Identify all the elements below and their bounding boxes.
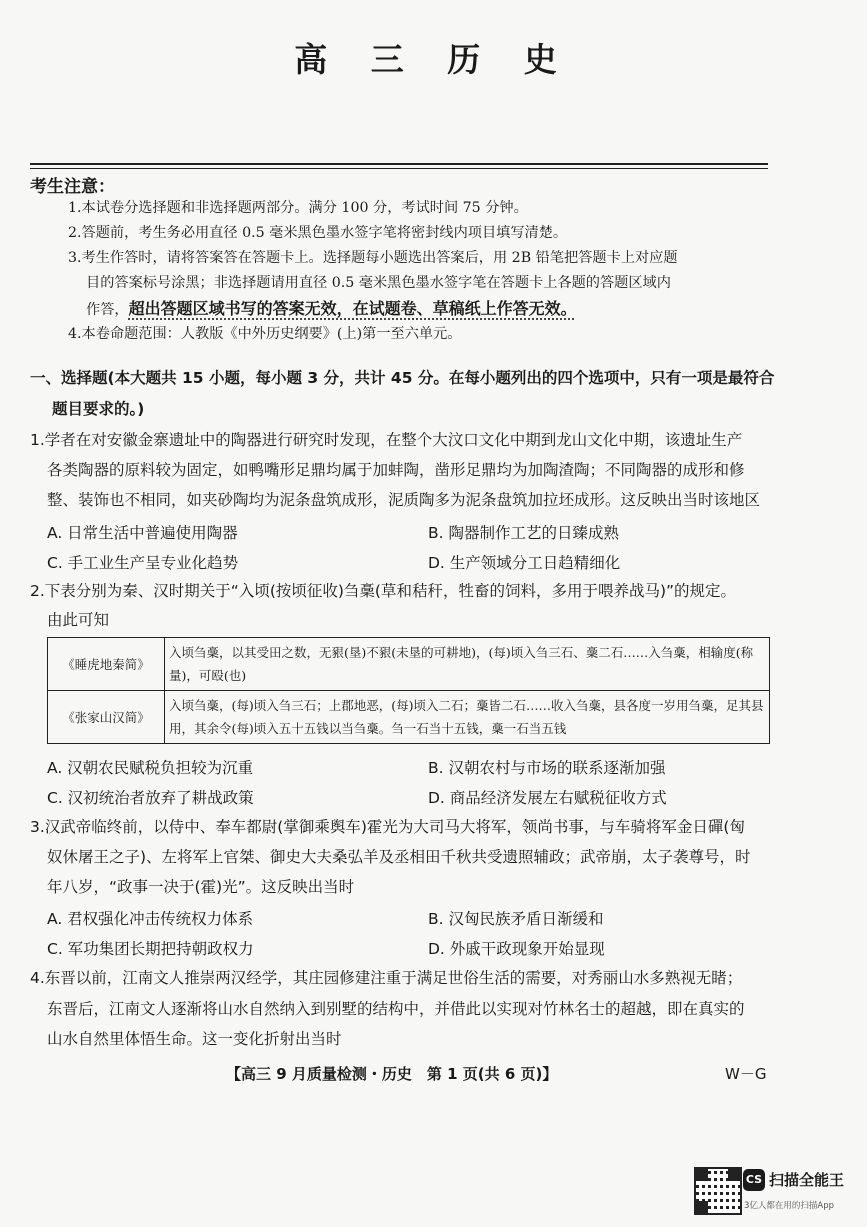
page-title: 高 三 历 史	[294, 40, 573, 79]
question-3-stem: 3.汉武帝临终前，以侍中、奉车都尉(掌御乘舆车)霍光为大司马大将军，领尚书事，与车骑将军金日磾(匈	[30, 818, 745, 836]
question-2-stem: 2.下表分别为秦、汉时期关于“入顷(按顷征收)刍稾(草和秸秆，牲畜的饲料，多用于喂养战马)”的规定。	[30, 582, 737, 600]
question-2-stem: 由此可知	[47, 611, 110, 629]
scanner-app-name: 扫描全能王	[769, 1171, 845, 1189]
camscanner-logo-icon: CS	[743, 1169, 765, 1191]
scanner-tagline: 3亿人都在用的扫描App	[744, 1201, 835, 1211]
notice-item: 1.本试卷分选择题和非选择题两部分。满分 100 分，考试时间 75 分钟。	[68, 200, 528, 216]
question-1-option-b[interactable]: B. 陶器制作工艺的日臻成熟	[428, 524, 619, 542]
question-3-stem: 奴休屠王之子)、左将军上官桀、御史大夫桑弘羊及丞相田千秋共受遗照辅政；武帝崩，太子袭尊号，时	[47, 848, 751, 866]
section-heading: 一、选择题(本大题共 15 小题，每小题 3 分，共计 45 分。在每小题列出的四个选项中，只有一项是最符合	[30, 369, 775, 387]
question-3-option-d[interactable]: D. 外戚干政现象开始显现	[428, 940, 605, 958]
notice-heading: 考生注意：	[30, 177, 115, 197]
notice-emphasis: 超出答题区域书写的答案无效，在试题卷、草稿纸上作答无效。	[128, 299, 577, 318]
page-footer: 【高三 9 月质量检测・历史 第 1 页(共 6 页)】	[226, 1065, 558, 1083]
notice-item: 目的答案标号涂黑；非选择题请用直径 0.5 毫米黑色墨水签字笔在答题卡上各题的答题区域内	[86, 275, 671, 291]
table-cell-text: 入顷刍稾，以其受田之数，无豤(垦)不豤(未垦的可耕地)，(每)顷入刍三石、稾二石……入刍稾，相输度(称量)，可殴(也)	[165, 638, 770, 691]
question-4-stem: 4.东晋以前，江南文人推崇两汉经学，其庄园修建注重于满足世俗生活的需要，对秀丽山水多熟视无睹；	[30, 969, 743, 987]
notice-item: 4.本卷命题范围：人教版《中外历史纲要》(上)第一至六单元。	[68, 326, 462, 342]
table-row	[48, 638, 770, 691]
notice-item-start	[86, 296, 577, 323]
header-rule-thin	[30, 168, 768, 169]
question-3-option-b[interactable]: B. 汉匈民族矛盾日渐缓和	[428, 910, 604, 928]
question-1-stem: 1.学者在对安徽金寨遗址中的陶器进行研究时发现，在整个大汶口文化中期到龙山文化中期，该遗址生产	[30, 431, 743, 449]
table-cell-source: 《睡虎地秦简》	[48, 638, 165, 691]
notice-item: 作答，	[86, 302, 129, 318]
table-cell-text: 入顷刍稾，(每)顷入刍三石；上郡地恶，(每)顷入二石；稾皆二石……收入刍稾，县各度一岁用刍稾，足其县用，其余令(每)顷入五十五钱以当刍稾。刍一石当十五钱，稾一石当五钱	[165, 691, 770, 744]
question-4-stem: 山水自然里体悟生命。这一变化折射出当时	[47, 1030, 342, 1048]
question-1-option-c[interactable]: C. 手工业生产呈专业化趋势	[47, 554, 239, 572]
question-1-option-a[interactable]: A. 日常生活中普遍使用陶器	[47, 524, 238, 542]
qr-code-icon	[694, 1167, 742, 1215]
question-2-option-b[interactable]: B. 汉朝农村与市场的联系逐渐加强	[428, 759, 666, 777]
question-4-stem: 东晋后，江南文人逐渐将山水自然纳入到别墅的结构中，并借此以实现对竹林名士的超越，即在真实的	[47, 1000, 745, 1018]
source-table	[47, 637, 770, 744]
question-3-stem: 年八岁，“政事一决于(霍)光”。这反映出当时	[47, 878, 355, 896]
question-2-option-a[interactable]: A. 汉朝农民赋税负担较为沉重	[47, 759, 254, 777]
question-3-option-c[interactable]: C. 军功集团长期把持朝政权力	[47, 940, 254, 958]
question-2-option-c[interactable]: C. 汉初统治者放弃了耕战政策	[47, 789, 254, 807]
question-2-option-d[interactable]: D. 商品经济发展左右赋税征收方式	[428, 789, 667, 807]
notice-item: 3.考生作答时，请将答案答在答题卡上。选择题每小题选出答案后，用 2B 铅笔把答题卡上对应题	[68, 250, 678, 266]
question-1-stem: 各类陶器的原料较为固定，如鸭嘴形足鼎均属于加蚌陶，凿形足鼎均为加陶渣陶；不同陶器的成形和修	[47, 461, 745, 479]
paper-code: W－G	[725, 1065, 767, 1083]
notice-item: 2.答题前，考生务必用直径 0.5 毫米黑色墨水签字笔将密封线内项目填写清楚。	[68, 225, 568, 241]
table-row	[48, 691, 770, 744]
section-heading-cont: 题目要求的。)	[52, 400, 145, 418]
table-cell-source: 《张家山汉简》	[48, 691, 165, 744]
header-rule	[30, 163, 768, 165]
question-1-stem: 整、装饰也不相同，如夹砂陶均为泥条盘筑成形，泥质陶多为泥条盘筑加拉坯成形。这反映出当时该地区	[47, 491, 761, 509]
question-1-option-d[interactable]: D. 生产领域分工日趋精细化	[428, 554, 621, 572]
question-3-option-a[interactable]: A. 君权强化冲击传统权力体系	[47, 910, 254, 928]
